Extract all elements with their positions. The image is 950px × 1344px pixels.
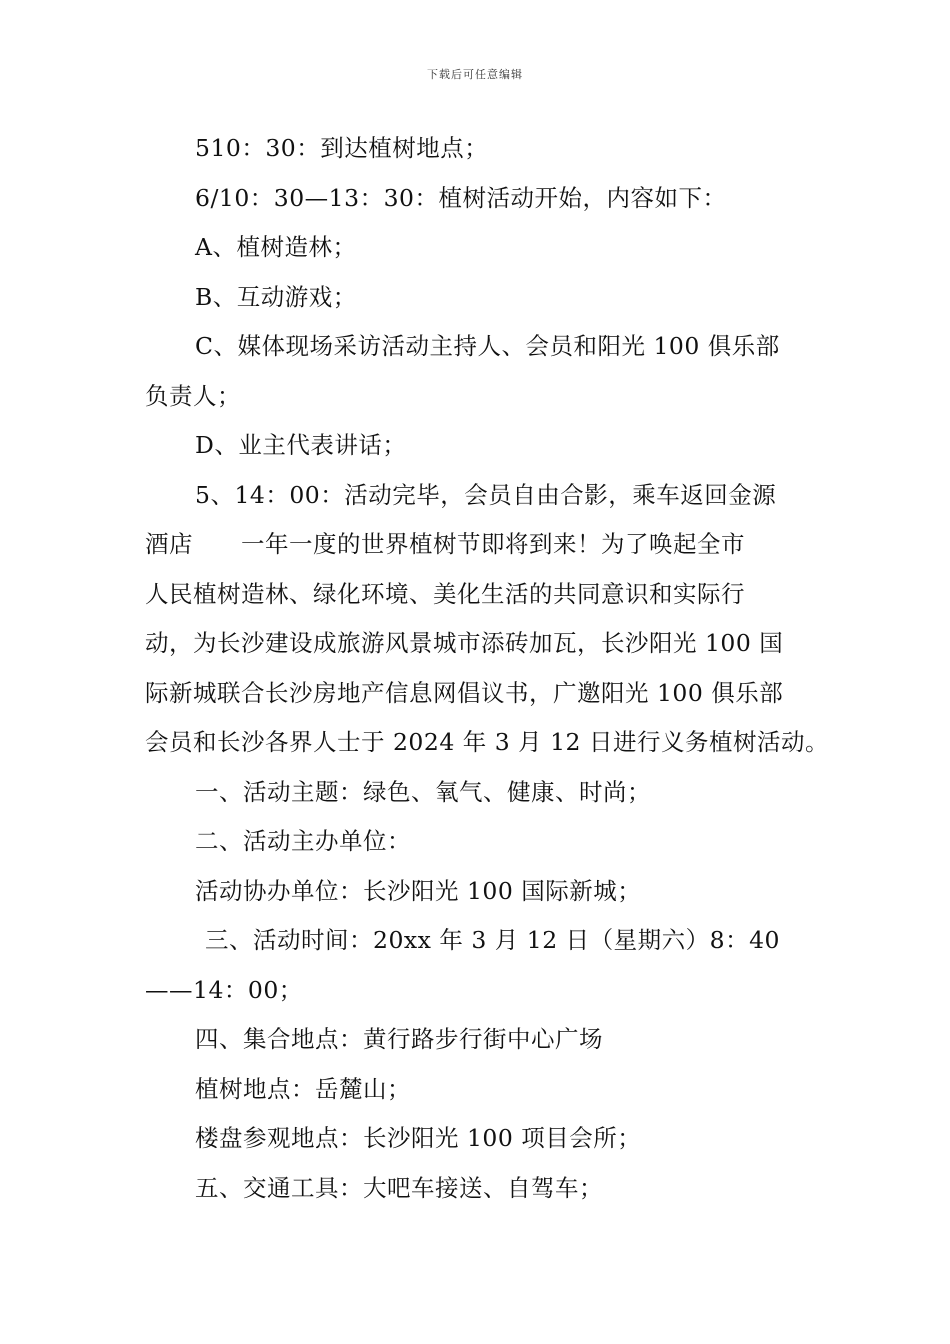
text-line: 楼盘参观地点：长沙阳光 100 项目会所；	[195, 1124, 642, 1152]
text-line: B、互动游戏；	[195, 282, 357, 311]
text-line: 动，为长沙建设成旅游风景城市添砖加瓦，长沙阳光 100 国	[145, 629, 784, 657]
page-header-note: 下载后可任意编辑	[427, 68, 523, 81]
text-line: 会员和长沙各界人士于 2024 年 3 月 12 日进行义务植树活动。	[145, 728, 829, 756]
document-body	[145, 124, 829, 1213]
text-line: D、业主代表讲话；	[195, 431, 407, 459]
text-line: ——14：00；	[145, 975, 303, 1004]
text-line: 四、集合地点：黄行路步行街中心广场	[195, 1025, 603, 1053]
text-line: 酒店 一年一度的世界植树节即将到来！为了唤起全市	[145, 530, 745, 558]
text-line: 五、交通工具：大吧车接送、自驾车；	[195, 1173, 603, 1202]
text-line: 6/10：30—13：30：植树活动开始，内容如下：	[195, 183, 727, 212]
text-line: 5、14：00：活动完毕，会员自由合影，乘车返回金源	[195, 480, 777, 509]
text-line: 三、活动时间：20xx 年 3 月 12 日（星期六）8：40	[205, 926, 780, 954]
text-line: 人民植树造林、绿化环境、美化生活的共同意识和实际行	[145, 579, 745, 608]
text-line: 负责人；	[145, 381, 241, 410]
text-line: 植树地点：岳麓山；	[195, 1074, 411, 1103]
text-line: C、媒体现场采访活动主持人、会员和阳光 100 俱乐部	[195, 332, 780, 360]
text-line: 510：30：到达植树地点；	[195, 134, 489, 162]
text-line: 活动协办单位：长沙阳光 100 国际新城；	[195, 876, 642, 905]
text-line: 一、活动主题：绿色、氧气、健康、时尚；	[195, 777, 651, 806]
text-line: A、植树造林；	[195, 233, 357, 261]
text-line: 二、活动主办单位：	[195, 827, 411, 855]
text-line: 际新城联合长沙房地产信息网倡议书，广邀阳光 100 俱乐部	[145, 678, 784, 707]
